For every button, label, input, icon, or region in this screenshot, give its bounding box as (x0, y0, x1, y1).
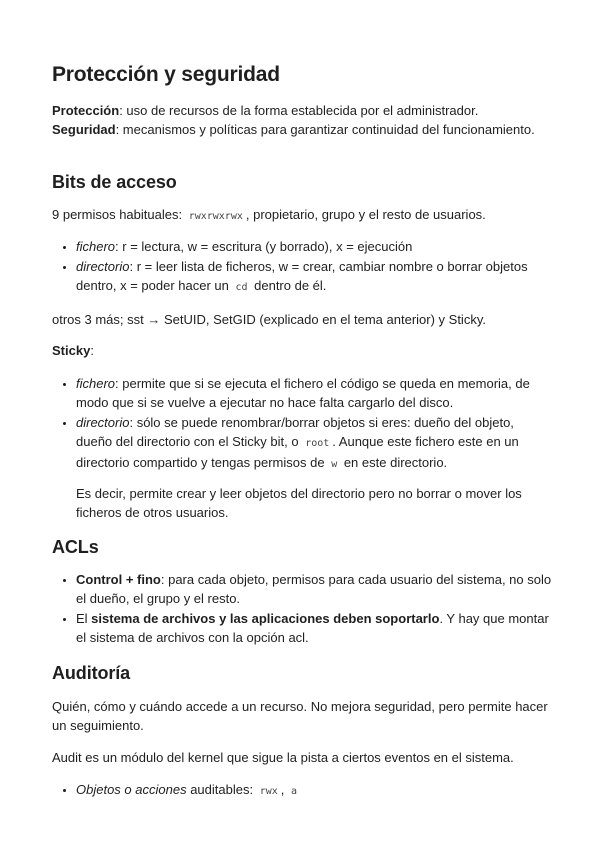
item-text: auditables: (186, 782, 257, 797)
item-code: cd (235, 282, 248, 293)
seguridad-term: Seguridad (52, 122, 116, 137)
item-text: . Y hay que montar el sistema de archivos con la opción acl. (76, 611, 549, 645)
list-item (76, 609, 552, 647)
item-text: : permite que si se ejecuta el fichero el código se queda en memoria, de modo que si se vuelve a ejecutar no hace falta cargarlo del disco. (76, 376, 530, 410)
item-term: directorio (76, 415, 130, 430)
item-term: fichero (76, 239, 116, 254)
proteccion-term: Protección (52, 103, 120, 118)
item-code: w (331, 459, 338, 470)
item-code: rwx (259, 786, 278, 797)
sticky-label (52, 341, 552, 360)
item-text: dentro de él. (250, 278, 327, 293)
acls-list (52, 570, 552, 648)
sticky-term: Sticky (52, 343, 91, 358)
section-heading-bits: Bits de acceso (52, 172, 177, 192)
item-text: : r = lectura, w = escritura (y borrado), x = ejecución (115, 239, 413, 254)
item-term: directorio (76, 259, 130, 274)
item-text: . Aunque este fichero este en un directorio compartido y tengas permisos de (76, 434, 519, 470)
page-title: Protección y seguridad (52, 63, 280, 86)
item-text: en este directorio. (340, 455, 448, 470)
otros-paragraph: otros 3 más; sst → SetUID, SetGID (explicado en el tema anterior) y Sticky. (52, 312, 486, 327)
auditoria-paragraph-1: Quién, cómo y cuándo accede a un recurso. No mejora seguridad, pero permite hacer un seguimiento. (52, 699, 548, 733)
auditoria-list (52, 780, 552, 802)
bits-list (52, 237, 552, 298)
section-heading-acls: ACLs (52, 537, 99, 557)
item-text: : para cada objeto, permisos para cada usuario del sistema, no solo el dueño, el grupo y el resto. (76, 572, 552, 606)
intro-paragraph (52, 101, 552, 139)
bits-paragraph (52, 205, 552, 226)
item-code: a (290, 786, 298, 797)
list-item (76, 570, 552, 608)
proteccion-text: : uso de recursos de la forma establecida por el administrador. (119, 103, 479, 118)
item-term: Objetos o acciones (76, 782, 187, 797)
list-item (76, 257, 552, 297)
auditoria-paragraph-2: Audit es un módulo del kernel que sigue la pista a ciertos eventos en el sistema. (52, 750, 514, 765)
bits-text-post: , propietario, grupo y el resto de usuarios. (245, 207, 486, 222)
sticky-colon: : (90, 343, 94, 358)
list-item (76, 780, 552, 801)
item-text: , (280, 782, 288, 797)
section-heading-auditoria: Auditoría (52, 663, 131, 683)
list-item (76, 413, 552, 474)
seguridad-text: : mecanismos y políticas para garantizar continuidad del funcionamiento. (115, 122, 535, 137)
list-item (76, 237, 552, 256)
item-text: : sólo se puede renombrar/borrar objetos si eres: dueño del objeto, dueño del directorio con el Sticky bit, o (76, 415, 514, 449)
sticky-list (52, 374, 552, 475)
bits-code: rwxrwxrwx (188, 211, 243, 222)
item-term: fichero (76, 376, 116, 391)
sticky-note: Es decir, permite crear y leer objetos del directorio pero no borrar o mover los ficheros de otros usuarios. (76, 486, 522, 520)
bits-text-pre: 9 permisos habituales: (52, 207, 186, 222)
item-code: root (305, 438, 330, 449)
item-text: El (76, 611, 92, 626)
item-term: sistema de archivos y las aplicaciones deben soportarlo (91, 611, 440, 626)
item-term: Control + fino (76, 572, 161, 587)
item-text: : r = leer lista de ficheros, w = crear, cambiar nombre o borrar objetos dentro, x = poder hacer un (76, 259, 528, 293)
list-item (76, 374, 552, 412)
